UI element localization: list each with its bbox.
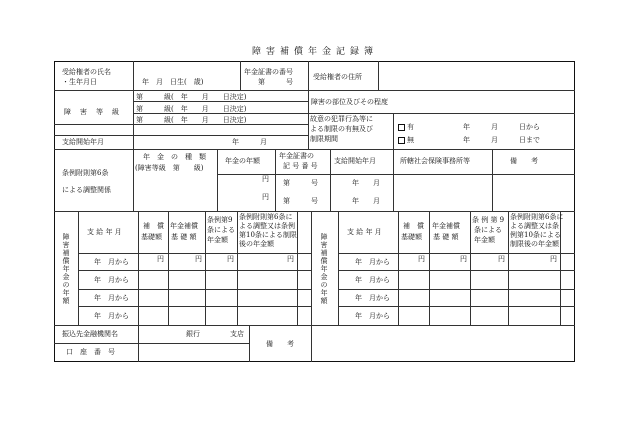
restriction-from-date[interactable]: 年 月 日から (463, 123, 540, 131)
col-divider (308, 90, 309, 149)
period-row[interactable]: 年 月から (355, 258, 390, 266)
pension-base-header-2: 基 礎 額 (171, 233, 197, 241)
row-divider (54, 343, 249, 344)
adjust-remarks-header: 備 考 (510, 157, 538, 165)
birth-date-field[interactable]: 年 月 日生( 歳) (142, 78, 204, 86)
art9-header-3: 年金額 (207, 236, 228, 244)
office-header: 所轄社会保険事務所等 (400, 157, 470, 165)
col-divider (311, 211, 312, 325)
account-number-label: 口 座 番 号 (66, 348, 115, 356)
annual-side-label: 障害補償年金の年額 (320, 233, 328, 305)
row-divider (308, 149, 575, 150)
cert-number-label: 年金証書の番号 (244, 68, 293, 76)
row-divider (133, 101, 308, 102)
adjust-number-field[interactable]: 第 号 (283, 197, 318, 205)
yen-unit: 円 (262, 175, 269, 183)
pension-base-header-1: 年金補償 (170, 222, 198, 230)
col-divider (297, 211, 298, 325)
row-divider (78, 289, 311, 290)
adjusted-header-1: 条例附則第6条に (510, 213, 564, 221)
col-divider (338, 211, 339, 325)
cert-symbol-header: 年金証書の (279, 152, 314, 160)
col-divider (560, 211, 561, 325)
row-divider (54, 325, 575, 326)
col-divider (138, 325, 139, 362)
restriction-label-1: 故意の犯罪行為等に (310, 115, 373, 123)
checkbox-icon[interactable] (398, 137, 405, 144)
injury-site-label: 障害の部位及びその程度 (311, 98, 388, 106)
col-divider (308, 61, 309, 90)
row-divider (54, 135, 308, 136)
document-title: 障害補償年金記録簿 (251, 47, 378, 57)
adjust-label-2: による調整関係 (62, 186, 111, 194)
period-header: 支 給 年 月 (347, 228, 382, 236)
period-row[interactable]: 年 月から (94, 258, 129, 266)
row-divider (133, 113, 308, 114)
pension-base-header-1: 年金補償 (432, 222, 460, 230)
start-label: 支給開始年月 (62, 138, 104, 146)
adjust-number-field[interactable]: 第 号 (283, 179, 318, 187)
col-divider (492, 149, 493, 211)
col-divider (168, 211, 169, 325)
col-divider (240, 61, 241, 90)
row-divider (338, 289, 575, 290)
col-divider (311, 325, 312, 362)
yen-unit: 円 (418, 255, 425, 263)
col-divider (205, 211, 206, 325)
address-label: 受給権者の住所 (313, 73, 362, 81)
checkbox-icon[interactable] (398, 124, 405, 131)
grade-label: 障 害 等 級 (64, 108, 120, 116)
base-header-1: 補 償 (403, 222, 424, 230)
bank-label: 振込先金融機関名 (62, 330, 118, 338)
col-divider (393, 113, 394, 149)
yen-unit: 円 (550, 255, 557, 263)
art9-header-2: 条による (474, 226, 502, 234)
adjusted-header-4: 後の年金額 (239, 240, 274, 248)
col-divider (217, 149, 218, 211)
adjusted-header-3: 第10条による制限 (239, 231, 297, 239)
row-divider (78, 270, 311, 271)
yen-unit: 円 (262, 193, 269, 201)
row-divider (54, 149, 308, 150)
col-divider (138, 211, 139, 325)
adjusted-header-2: よる調整又は条 (510, 222, 559, 230)
row-divider (78, 306, 311, 307)
yen-unit: 円 (195, 255, 202, 263)
row-divider (78, 253, 311, 254)
yen-unit: 円 (460, 255, 467, 263)
adjusted-header-1: 条例附則第6条に (239, 213, 293, 221)
start-field[interactable]: 年 月 (232, 138, 267, 146)
yen-unit: 円 (287, 255, 294, 263)
pension-type-header: 年 金 の 種 類 (143, 153, 206, 161)
col-divider (398, 211, 399, 325)
row-divider (338, 270, 575, 271)
row-divider (54, 211, 575, 212)
restriction-label-3: 制限期間 (310, 135, 338, 143)
grade-line-2[interactable]: 第 級( 年 月 日決定) (136, 105, 247, 113)
grade-line-1[interactable]: 第 級( 年 月 日決定) (136, 93, 247, 101)
branch-unit: 支店 (230, 330, 244, 338)
col-divider (378, 61, 379, 90)
base-header-1: 補 償 (143, 222, 164, 230)
row-divider (308, 113, 575, 114)
col-divider (508, 211, 509, 325)
yen-unit: 円 (227, 255, 234, 263)
period-row[interactable]: 年 月から (94, 312, 129, 320)
recipient-name-label: 受給権者の氏名 (62, 68, 111, 76)
row-divider (338, 306, 575, 307)
art9-header-1: 条 例 第 9 (472, 216, 505, 224)
base-header-2: 基礎額 (141, 233, 162, 241)
col-divider (393, 149, 394, 211)
col-divider (429, 211, 430, 325)
adjusted-header-2: よる調整又は条例 (239, 222, 295, 230)
row-divider (217, 174, 575, 175)
col-divider (133, 149, 134, 211)
period-row[interactable]: 年 月から (94, 294, 129, 302)
annual-amount-header: 年金の年額 (225, 157, 260, 165)
restriction-no-option[interactable] (398, 136, 414, 144)
restriction-to-date[interactable]: 年 月 日まで (463, 136, 540, 144)
col-divider (249, 325, 250, 362)
adjust-date-field[interactable]: 年 月 (352, 197, 380, 205)
restriction-label-2: よる制限の有無及び (310, 125, 373, 133)
period-row[interactable]: 年 月から (355, 276, 390, 284)
art9-header-3: 年金額 (474, 236, 495, 244)
cert-number-field[interactable]: 第 号 (258, 78, 293, 86)
col-divider (78, 211, 79, 325)
adjust-start-header: 支給開始年月 (334, 157, 376, 165)
period-row[interactable]: 年 月から (355, 294, 390, 302)
period-row[interactable]: 年 月から (94, 276, 129, 284)
grade-line-3[interactable]: 第 級( 年 月 日決定) (136, 116, 247, 124)
period-row[interactable]: 年 月から (355, 312, 390, 320)
adjusted-header-4: 制限後の年金額 (510, 240, 559, 248)
yen-unit: 円 (157, 255, 164, 263)
art9-header-1: 条例第9 (207, 216, 233, 224)
pension-grade-header: (障害等級 第 級) (135, 164, 204, 172)
col-divider (330, 149, 331, 211)
bank-remarks-label: 備 考 (266, 340, 294, 348)
art9-header-2: 条による (207, 226, 235, 234)
cert-symbol-header-2: 記 号 番 号 (283, 162, 318, 170)
adjust-label-1: 条例附則第6条 (62, 169, 109, 177)
yen-unit: 円 (498, 255, 505, 263)
restriction-yes-option[interactable] (398, 123, 414, 131)
birth-date-label: ・生年月日 (62, 78, 97, 86)
adjust-date-field[interactable]: 年 月 (352, 179, 380, 187)
restriction-no-label: 無 (407, 136, 414, 144)
col-divider (133, 61, 134, 149)
col-divider (237, 211, 238, 325)
pension-base-header-2: 基 礎 額 (433, 233, 459, 241)
col-divider (470, 211, 471, 325)
bank-unit: 銀行 (186, 330, 200, 338)
annual-side-label: 障害補償年金の年額 (62, 233, 70, 305)
adjusted-header-3: 例第10条による (510, 231, 561, 239)
period-header: 支 給 年 月 (87, 228, 122, 236)
base-header-2: 基礎額 (401, 233, 422, 241)
restriction-yes-label: 有 (407, 123, 414, 131)
row-divider (54, 124, 308, 125)
col-divider (275, 149, 276, 211)
row-divider (338, 253, 575, 254)
